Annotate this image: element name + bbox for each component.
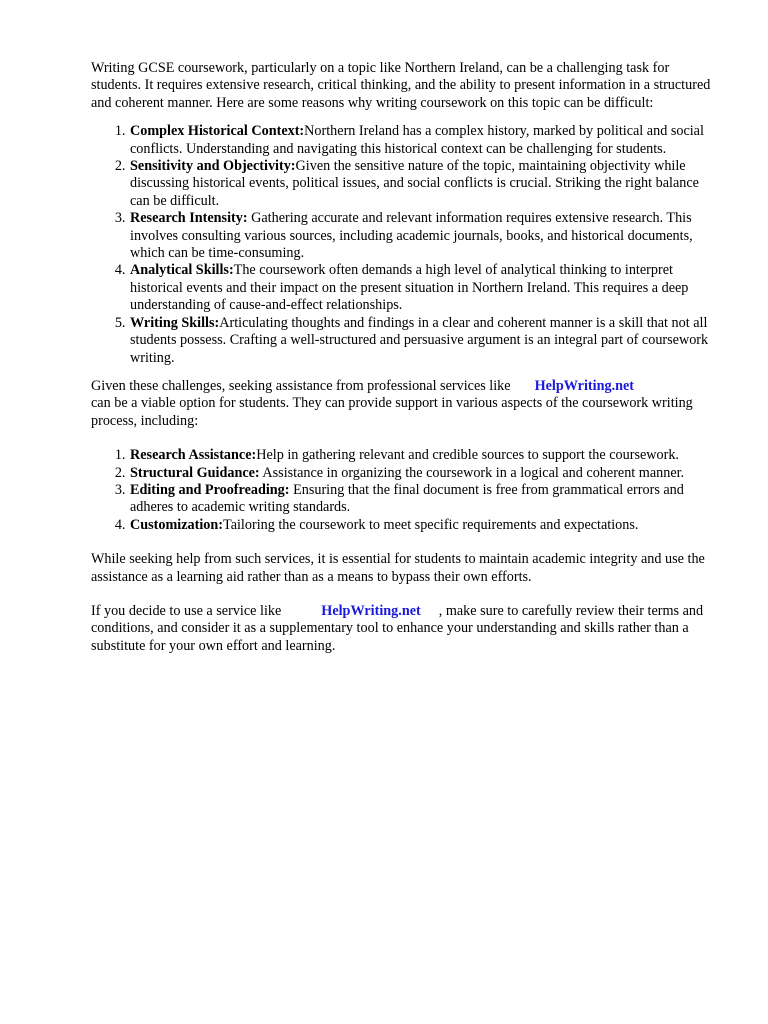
helpwriting-link[interactable]: HelpWriting.net [321,602,421,619]
list-item [129,315,715,367]
list-item [129,447,715,464]
challenges-list [91,123,715,367]
intro-paragraph: Writing GCSE coursework, particularly on a topic like Northern Ireland, can be a challenging task for students. It requires extensive research, critical thinking, and the ability to present information in a structured and coherent manner. Here are some reasons why writing coursework on this topic can be difficult: [91,60,711,111]
list-item [129,123,715,158]
helpwriting-link[interactable]: HelpWriting.net [534,377,635,394]
challenge-text: Given the sensitive nature of the topic, maintaining objectivity while discussing historical events, political issues, and social conflicts is crucial. Striking the right balance can be difficult. [130,158,699,209]
closing-paragraph [91,603,715,655]
list-item [129,517,715,534]
list-item [129,158,715,210]
challenge-text: Articulating thoughts and findings in a clear and coherent manner is a skill that not all students possess. Crafting a well-structured and persuasive argument is an integral part of coursework writing. [130,314,709,366]
challenge-text: The coursework often demands a high level of analytical thinking to interpret historical events and their impact on the present situation in Northern Ireland. This requires a deep understanding of cause-and-effect relationships. [130,262,689,314]
services-list [91,447,715,534]
list-item [129,262,715,314]
services-text-after: can be a viable option for students. They can provide support in various aspects of the coursework writing process, including: [91,395,693,429]
list-item [129,482,715,517]
integrity-paragraph: While seeking help from such services, it is essential for students to maintain academic integrity and use the assistance as a learning aid rather than as a means to bypass their own efforts. [91,551,705,585]
challenge-title: Complex Historical Context: [130,123,305,140]
services-text-before: Given these challenges, seeking assistance from professional services like [91,377,511,394]
services-paragraph [91,378,715,430]
challenge-title: Writing Skills: [130,314,220,331]
challenge-title: Sensitivity and Objectivity: [130,158,296,175]
service-title: Research Assistance: [130,447,257,464]
list-item [129,465,715,482]
service-text: Ensuring that the final document is free from grammatical errors and adheres to academic writing standards. [130,481,684,516]
closing-text-after: , make sure to carefully review their terms and conditions, and consider it as a supplementary tool to enhance your understanding and skills rather than a substitute for your own effort and learning. [91,602,704,654]
challenge-text: Gathering accurate and relevant information requires extensive research. This involves consulting various sources, including academic journals, books, and historical documents, which can be time-consuming. [130,210,693,262]
service-title: Editing and Proofreading: [130,481,290,498]
service-text: Tailoring the coursework to meet specific requirements and expectations. [223,516,639,533]
challenge-title: Analytical Skills: [130,262,234,279]
challenge-text: Northern Ireland has a complex history, marked by political and social conflicts. Understanding and navigating this historical context can be challenging for students. [130,123,704,157]
closing-text-before: If you decide to use a service like [91,602,282,619]
service-title: Structural Guidance: [130,464,260,481]
service-text: Assistance in organizing the coursework in a logical and coherent manner. [259,464,685,481]
document-page [91,60,715,655]
challenge-title: Research Intensity: [130,210,248,227]
list-item [129,210,715,262]
service-title: Customization: [130,516,224,533]
service-text: Help in gathering relevant and credible sources to support the coursework. [256,447,679,464]
